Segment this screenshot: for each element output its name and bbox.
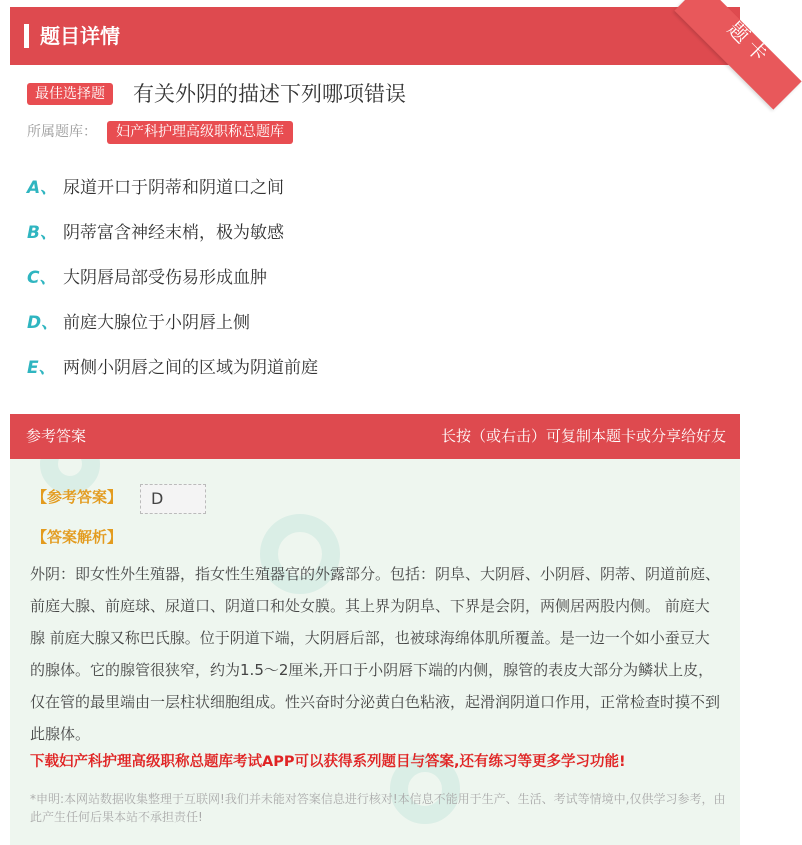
answer-panel: [10, 414, 740, 845]
option-text: 阴蒂富含神经末梢，极为敏感: [63, 223, 284, 243]
explanation-text: 外阴：即女性外生殖器，指女性生殖器官的外露部分。包括：阴阜、大阴唇、小阴唇、阴蒂、阴道前庭、前庭大腺、前庭球、尿道口、阴道口和处女膜。其上界为阴阜、下界是会阴，两侧居两股内侧。 前庭大腺 前庭大腺又称巴氏腺。位于阴道下端，大阴唇后部，也被球海绵体肌所覆盖。是一边一个如小蚕豆大的腺体。它的腺管很狭窄，约为1.5～2厘米,开口于小阴唇下端的内侧，腺管的表皮大部分为鳞状上皮，仅在管的最里端由一层柱状细胞组成。性兴奋时分泌黄白色粘液，起滑润阴道口作用，正常检查时摸不到此腺体。: [30, 565, 721, 743]
header-accent-bar: [24, 24, 29, 48]
answer-label: 【参考答案】: [32, 488, 123, 506]
option-letter: D、: [27, 313, 59, 333]
answer-value: D: [140, 484, 206, 514]
download-app-link[interactable]: 下载妇产科护理高级职称总题库考试APP可以获得系列题目与答案,还有练习等更多学习功能!: [30, 754, 626, 770]
bank-name-link[interactable]: 妇产科护理高级职称总题库: [107, 121, 293, 144]
question-type-badge: 最佳选择题: [27, 83, 113, 105]
option-b[interactable]: [27, 218, 284, 248]
option-letter: A、: [27, 178, 58, 198]
disclaimer-text: *申明:本网站数据收集整理于互联网!我们并未能对答案信息进行核对!本信息不能用于生产、生活、考试等情境中,仅供学习参考，由此产生任何后果本站不承担责任!: [30, 792, 726, 824]
answer-panel-header: [10, 414, 740, 459]
corner-ribbon-label: 题卡: [723, 16, 777, 71]
option-text: 前庭大腺位于小阴唇上侧: [63, 313, 250, 333]
corner-ribbon: [648, 0, 777, 118]
option-text: 大阴唇局部受伤易形成血肿: [63, 268, 267, 288]
option-letter: C、: [27, 268, 57, 288]
option-a[interactable]: [27, 173, 284, 203]
option-e[interactable]: [27, 353, 318, 383]
answer-header-title: 参考答案: [26, 427, 87, 445]
option-letter: B、: [27, 223, 57, 243]
header-bar: [10, 7, 740, 65]
explanation-label: 【答案解析】: [32, 528, 123, 546]
share-hint: 长按（或右击）可复制本题卡或分享给好友: [440, 427, 726, 445]
option-d[interactable]: [27, 308, 250, 338]
option-text: 两侧小阴唇之间的区域为阴道前庭: [63, 358, 318, 378]
page-title: 题目详情: [40, 24, 120, 48]
option-letter: E、: [27, 358, 56, 378]
option-text: 尿道开口于阴蒂和阴道口之间: [63, 178, 284, 198]
bank-label: 所属题库：: [27, 124, 97, 140]
option-c[interactable]: [27, 263, 267, 293]
question-title: 有关外阴的描述下列哪项错误: [133, 82, 406, 106]
